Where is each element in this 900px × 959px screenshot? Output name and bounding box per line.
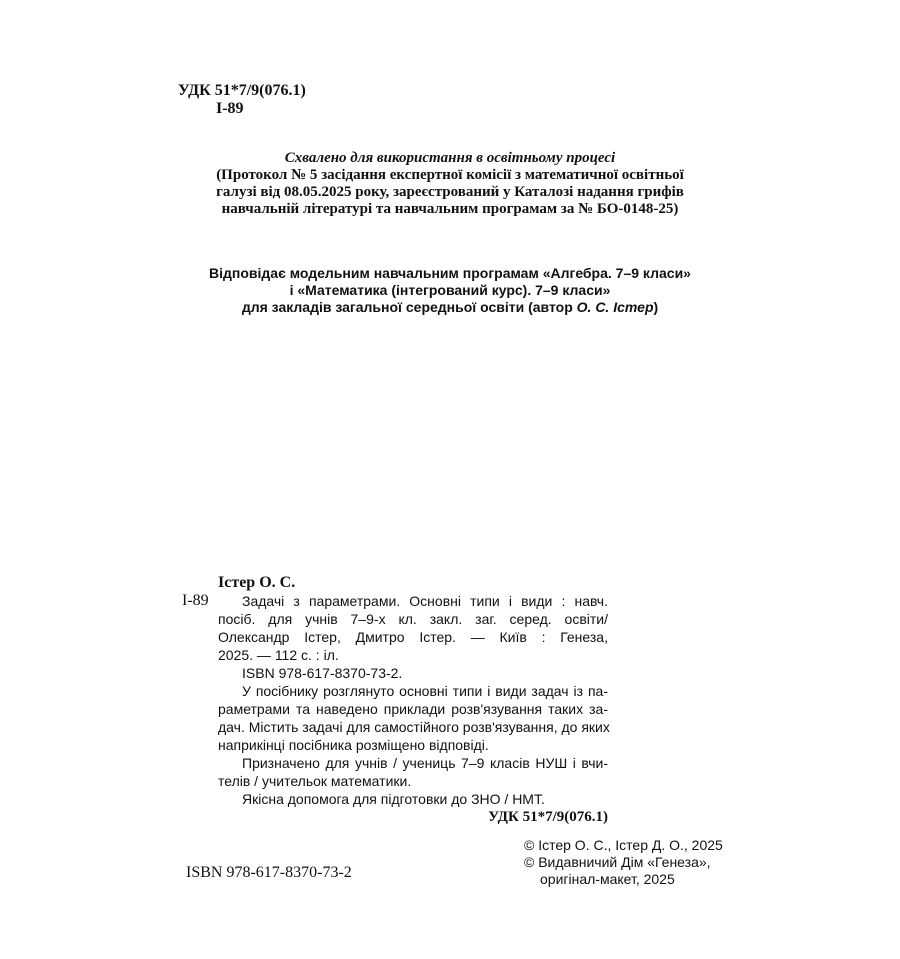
abstract-line: дач. Містить задачі для самостійного розв'язування, до яких xyxy=(218,719,610,735)
catalog-isbn: ISBN 978-617-8370-73-2. xyxy=(242,665,403,681)
abstract-line: наприкінці посібника розміщено відповіді. xyxy=(218,737,489,753)
quality-note: Якісна допомога для підготовки до ЗНО / НМТ. xyxy=(242,791,545,807)
compliance-line: і «Математика (інтегрований курс). 7–9 класи» xyxy=(289,282,611,298)
abstract-line: раметрами та наведено приклади розв'язування таких за- xyxy=(218,701,608,717)
udk-code: УДК 51*7/9(076.1) xyxy=(178,82,306,99)
biblio-line: Олександр Істер, Дмитро Істер. — Київ : Генеза, xyxy=(218,629,608,645)
catalog-author: Істер О. С. xyxy=(218,574,296,591)
biblio-line: 2025. — 112 с. : іл. xyxy=(218,647,339,663)
compliance-line: Відповідає модельним навчальним програмам «Алгебра. 7–9 класи» xyxy=(209,265,691,281)
catalog-udk: УДК 51*7/9(076.1) xyxy=(488,809,608,825)
abstract-line: У посібнику розглянуто основні типи і види задач із па- xyxy=(242,683,608,699)
compliance-line xyxy=(0,298,900,316)
catalog-index: І-89 xyxy=(182,592,209,609)
compliance-prefix: для закладів загальної середньої освіти (автор xyxy=(241,299,577,315)
copyright-line: оригінал-макет, 2025 xyxy=(540,871,675,887)
approval-title: Схвалено для використання в освітньому процесі xyxy=(284,150,616,166)
audience-line: телів / учительок математики. xyxy=(218,773,412,789)
approval-line: (Протокол № 5 засідання експертної комісії з математичної освітньої xyxy=(216,167,684,183)
biblio-line: посіб. для учнів 7–9-х кл. закл. заг. серед. освіти/ xyxy=(218,611,608,627)
audience-line: Призначено для учнів / учениць 7–9 класів НУШ і вчи- xyxy=(242,755,608,771)
copyright-line: © Видавничий Дім «Генеза», xyxy=(524,854,711,870)
compliance-author: О. С. Істер xyxy=(576,299,654,315)
book-index: І-89 xyxy=(216,100,244,117)
biblio-line: Задачі з параметрами. Основні типи і види : навч. xyxy=(242,593,608,609)
copyright-line: © Істер О. С., Істер Д. О., 2025 xyxy=(524,837,723,853)
approval-line: навчальній літературі та навчальним програмам за № БО-0148-25) xyxy=(221,201,679,217)
approval-line: галузі від 08.05.2025 року, зареєстрований у Каталозі надання грифів xyxy=(216,184,684,200)
compliance-suffix: ) xyxy=(653,299,659,315)
footer-isbn: ISBN 978-617-8370-73-2 xyxy=(186,864,352,881)
